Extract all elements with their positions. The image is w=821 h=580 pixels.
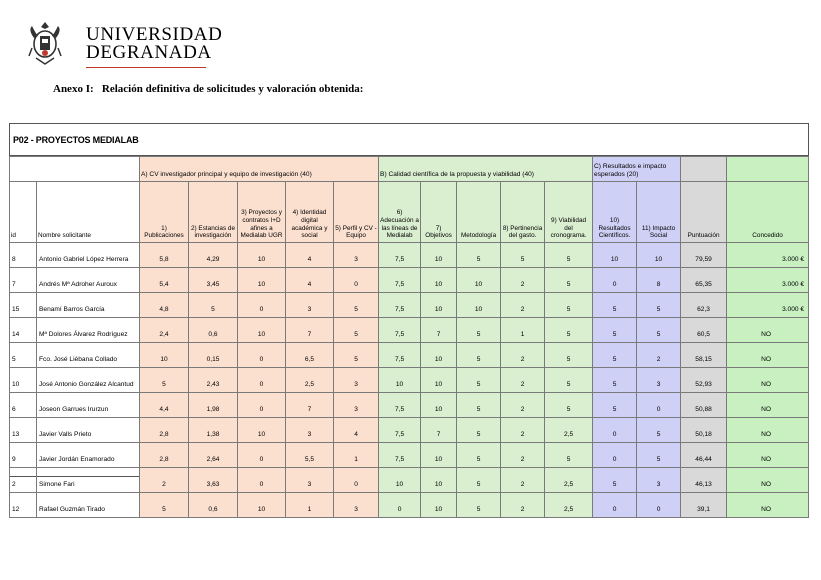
cell-digital-identity: 1 xyxy=(286,493,334,518)
cell-score: 62,3 xyxy=(681,293,727,318)
cell-publications: 5 xyxy=(140,493,189,518)
cell-social-impact: 10 xyxy=(637,243,681,268)
cell-adequacy: 7,5 xyxy=(379,343,421,368)
cell-methodology: 5 xyxy=(457,318,501,343)
cell-team-profile: 3 xyxy=(334,243,379,268)
cell-digital-identity: 3 xyxy=(286,418,334,443)
col-header-scientific-results: 10) Resultados Científicos. xyxy=(593,182,637,243)
cell-methodology: 10 xyxy=(457,268,501,293)
cell-objectives: 10 xyxy=(421,293,457,318)
col-header-publications: 1) Publicaciones xyxy=(140,182,189,243)
cell-digital-identity: 2,5 xyxy=(286,368,334,393)
cell-schedule: 2,5 xyxy=(545,493,593,518)
table-row xyxy=(10,268,809,293)
cell-publications: 2 xyxy=(140,468,189,493)
cell-methodology: 10 xyxy=(457,293,501,318)
cell-objectives: 10 xyxy=(421,468,457,493)
cell-granted: 3.000 € xyxy=(727,243,809,268)
cell-objectives: 7 xyxy=(421,318,457,343)
cell-expense: 2 xyxy=(501,443,545,468)
cell-schedule: 5 xyxy=(545,293,593,318)
cell-projects: 0 xyxy=(238,368,286,393)
cell-research-stays: 2,43 xyxy=(189,368,238,393)
cell-research-stays: 4,29 xyxy=(189,243,238,268)
table-row xyxy=(10,318,809,343)
cell-social-impact: 8 xyxy=(637,268,681,293)
cell-digital-identity: 6,5 xyxy=(286,343,334,368)
cell-projects: 10 xyxy=(238,318,286,343)
cell-applicant-name: Javier Jordán Enamorado xyxy=(37,443,140,468)
cell-schedule: 5 xyxy=(545,368,593,393)
cell-id: 2 xyxy=(10,468,37,493)
cell-research-stays: 1,38 xyxy=(189,418,238,443)
table-row xyxy=(10,343,809,368)
cell-team-profile: 3 xyxy=(334,393,379,418)
cell-team-profile: 4 xyxy=(334,418,379,443)
cell-adequacy: 7,5 xyxy=(379,393,421,418)
cell-publications: 5,8 xyxy=(140,243,189,268)
col-header-score: Puntuación xyxy=(681,182,727,243)
cell-publications: 4,8 xyxy=(140,293,189,318)
table-row xyxy=(10,443,809,468)
cell-granted: NO xyxy=(727,368,809,393)
cell-methodology: 5 xyxy=(457,468,501,493)
col-header-social-impact: 11) Impacto Social xyxy=(637,182,681,243)
cell-scientific-results: 0 xyxy=(593,418,637,443)
cell-publications: 10 xyxy=(140,343,189,368)
cell-methodology: 5 xyxy=(457,243,501,268)
cell-adequacy: 7,5 xyxy=(379,418,421,443)
table-row xyxy=(10,418,809,443)
cell-scientific-results: 5 xyxy=(593,343,637,368)
cell-projects: 0 xyxy=(238,343,286,368)
cell-team-profile: 3 xyxy=(334,368,379,393)
cell-team-profile: 5 xyxy=(334,293,379,318)
cell-objectives: 10 xyxy=(421,368,457,393)
cell-methodology: 5 xyxy=(457,343,501,368)
col-header-schedule: 9) Viabilidad del cronograma. xyxy=(545,182,593,243)
cell-score: 46,44 xyxy=(681,443,727,468)
cell-applicant-name: Mª Dolores Álvarez Rodríguez xyxy=(37,318,140,343)
cell-scientific-results: 0 xyxy=(593,443,637,468)
cell-applicant-name: Andrés Mª Adroher Auroux xyxy=(37,268,140,293)
cell-projects: 10 xyxy=(238,243,286,268)
cell-digital-identity: 3 xyxy=(286,293,334,318)
cell-social-impact: 3 xyxy=(637,368,681,393)
col-header-team-profile: 5) Perfil y CV - Equipo xyxy=(334,182,379,243)
col-header-objectives: 7) Objetivos xyxy=(421,182,457,243)
cell-score: 58,15 xyxy=(681,343,727,368)
cell-score: 50,88 xyxy=(681,393,727,418)
cell-schedule: 2,5 xyxy=(545,418,593,443)
cell-projects: 0 xyxy=(238,293,286,318)
cell-projects: 10 xyxy=(238,418,286,443)
cell-digital-identity: 7 xyxy=(286,318,334,343)
cell-scientific-results: 5 xyxy=(593,293,637,318)
cell-score: 65,35 xyxy=(681,268,727,293)
col-header-adequacy: 6) Adecuación a las líneas de Medialab xyxy=(379,182,421,243)
university-name-line2: DEGRANADA xyxy=(86,42,212,63)
cell-research-stays: 0,6 xyxy=(189,318,238,343)
cell-adequacy: 7,5 xyxy=(379,318,421,343)
cell-schedule: 2,5 xyxy=(545,468,593,493)
cell-projects: 0 xyxy=(238,443,286,468)
cell-granted: NO xyxy=(727,343,809,368)
cell-id: 15 xyxy=(10,293,37,318)
cell-publications: 4,4 xyxy=(140,393,189,418)
cell-social-impact: 0 xyxy=(637,493,681,518)
cell-score: 46,13 xyxy=(681,468,727,493)
group-granted-blank xyxy=(727,157,809,182)
cell-id: 10 xyxy=(10,368,37,393)
cell-projects: 0 xyxy=(238,393,286,418)
cell-scientific-results: 5 xyxy=(593,393,637,418)
cell-scientific-results: 0 xyxy=(593,268,637,293)
cell-score: 39,1 xyxy=(681,493,727,518)
cell-objectives: 7 xyxy=(421,418,457,443)
university-crest-logo xyxy=(26,20,64,66)
col-header-methodology: Metodología xyxy=(457,182,501,243)
cell-scientific-results: 5 xyxy=(593,468,637,493)
cell-schedule: 5 xyxy=(545,318,593,343)
cell-expense: 2 xyxy=(501,368,545,393)
cell-publications: 2,4 xyxy=(140,318,189,343)
cell-granted: NO xyxy=(727,318,809,343)
results-table xyxy=(9,156,809,518)
cell-publications: 2,8 xyxy=(140,443,189,468)
table-row xyxy=(10,293,809,318)
cell-schedule: 5 xyxy=(545,243,593,268)
cell-schedule: 5 xyxy=(545,393,593,418)
cell-adequacy: 7,5 xyxy=(379,268,421,293)
cell-objectives: 10 xyxy=(421,443,457,468)
col-header-granted: Concedido xyxy=(727,182,809,243)
cell-id: 9 xyxy=(10,443,37,468)
cell-score: 60,5 xyxy=(681,318,727,343)
cell-expense: 5 xyxy=(501,243,545,268)
cell-social-impact: 5 xyxy=(637,293,681,318)
table-row xyxy=(10,243,809,268)
cell-projects: 10 xyxy=(238,268,286,293)
cell-social-impact: 5 xyxy=(637,318,681,343)
cell-adequacy: 7,5 xyxy=(379,443,421,468)
cell-granted: NO xyxy=(727,468,809,493)
cell-schedule: 5 xyxy=(545,443,593,468)
cell-team-profile: 5 xyxy=(334,343,379,368)
cell-methodology: 5 xyxy=(457,368,501,393)
cell-digital-identity: 3 xyxy=(286,468,334,493)
col-header-projects: 3) Proyectos y contratos I+D afines a Medialab UGR xyxy=(238,182,286,243)
cell-score: 50,18 xyxy=(681,418,727,443)
cell-score: 79,59 xyxy=(681,243,727,268)
cell-research-stays: 3,45 xyxy=(189,268,238,293)
cell-expense: 2 xyxy=(501,468,545,493)
cell-objectives: 10 xyxy=(421,493,457,518)
cell-social-impact: 2 xyxy=(637,343,681,368)
cell-id: 8 xyxy=(10,243,37,268)
cell-research-stays: 0,6 xyxy=(189,493,238,518)
university-name-line1: UNIVERSIDAD xyxy=(86,24,223,45)
cell-scientific-results: 10 xyxy=(593,243,637,268)
cell-social-impact: 0 xyxy=(637,393,681,418)
cell-digital-identity: 4 xyxy=(286,268,334,293)
cell-granted: NO xyxy=(727,418,809,443)
cell-score: 52,93 xyxy=(681,368,727,393)
cell-id: 14 xyxy=(10,318,37,343)
group-c-header: C) Resultados e impacto esperados (20) xyxy=(593,157,681,182)
col-header-digital-identity: 4) Identidad digital académica y social xyxy=(286,182,334,243)
cell-scientific-results: 5 xyxy=(593,318,637,343)
cell-granted: NO xyxy=(727,493,809,518)
cell-applicant-name: Javier Valls Prieto xyxy=(37,418,140,443)
col-header-id: id xyxy=(10,182,37,243)
cell-expense: 2 xyxy=(501,418,545,443)
cell-objectives: 10 xyxy=(421,393,457,418)
cell-applicant-name: Fco. José Liébana Collado xyxy=(37,343,140,368)
cell-schedule: 5 xyxy=(545,268,593,293)
cell-social-impact: 5 xyxy=(637,418,681,443)
table-row xyxy=(10,368,809,393)
logo-underline xyxy=(86,67,206,68)
cell-id: 12 xyxy=(10,493,37,518)
cell-granted: 3.000 € xyxy=(727,293,809,318)
cell-adequacy: 10 xyxy=(379,468,421,493)
col-header-expense: 8) Pertinencia del gasto. xyxy=(501,182,545,243)
annex-title: Anexo I: Relación definitiva de solicitudes y valoración obtenida: xyxy=(53,83,364,95)
cell-id: 6 xyxy=(10,393,37,418)
group-blank xyxy=(10,157,140,182)
cell-projects: 10 xyxy=(238,493,286,518)
cell-applicant-name: Benamí Barros García xyxy=(37,293,140,318)
cell-expense: 2 xyxy=(501,293,545,318)
program-title: P02 - PROYECTOS MEDIALAB xyxy=(13,135,139,145)
cell-scientific-results: 0 xyxy=(593,493,637,518)
cell-adequacy: 10 xyxy=(379,368,421,393)
cell-methodology: 5 xyxy=(457,393,501,418)
col-header-research-stays: 2) Estancias de investigación xyxy=(189,182,238,243)
column-header-row xyxy=(10,182,809,243)
cell-id: 7 xyxy=(10,268,37,293)
cell-projects: 0 xyxy=(238,468,286,493)
cell-adequacy: 7,5 xyxy=(379,293,421,318)
cell-digital-identity: 5,5 xyxy=(286,443,334,468)
results-rows xyxy=(10,243,809,518)
cell-social-impact: 3 xyxy=(637,468,681,493)
cell-research-stays: 1,98 xyxy=(189,393,238,418)
cell-applicant-name: José Antonio González Alcantud xyxy=(37,368,140,393)
cell-team-profile: 5 xyxy=(334,318,379,343)
cell-applicant-name: Simone Fari xyxy=(37,468,140,493)
cell-id: 5 xyxy=(10,343,37,368)
cell-publications: 5,4 xyxy=(140,268,189,293)
cell-objectives: 10 xyxy=(421,343,457,368)
cell-expense: 2 xyxy=(501,493,545,518)
cell-objectives: 10 xyxy=(421,268,457,293)
cell-granted: NO xyxy=(727,393,809,418)
cell-publications: 5 xyxy=(140,368,189,393)
cell-adequacy: 7,5 xyxy=(379,243,421,268)
cell-adequacy: 0 xyxy=(379,493,421,518)
col-header-name: Nombre solicitante xyxy=(37,182,140,243)
cell-applicant-name: Antonio Gabriel López Herrera xyxy=(37,243,140,268)
table-row xyxy=(10,493,809,518)
cell-team-profile: 1 xyxy=(334,443,379,468)
cell-applicant-name: Rafael Guzmán Tirado xyxy=(37,493,140,518)
cell-expense: 2 xyxy=(501,268,545,293)
cell-research-stays: 0,15 xyxy=(189,343,238,368)
cell-expense: 2 xyxy=(501,343,545,368)
cell-granted: 3.000 € xyxy=(727,268,809,293)
cell-expense: 1 xyxy=(501,318,545,343)
cell-social-impact: 5 xyxy=(637,443,681,468)
table-row xyxy=(10,468,809,493)
cell-digital-identity: 7 xyxy=(286,393,334,418)
cell-applicant-name: Joseon Garrues Irurzun xyxy=(37,393,140,418)
table-row xyxy=(10,393,809,418)
group-b-header: B) Calidad científica de la propuesta y viabilidad (40) xyxy=(379,157,593,182)
group-a-header: A) CV investigador principal y equipo de investigación (40) xyxy=(140,157,379,182)
cell-methodology: 5 xyxy=(457,443,501,468)
cell-id: 13 xyxy=(10,418,37,443)
cell-methodology: 5 xyxy=(457,418,501,443)
cell-publications: 2,8 xyxy=(140,418,189,443)
cell-granted: NO xyxy=(727,443,809,468)
cell-scientific-results: 5 xyxy=(593,368,637,393)
cell-research-stays: 2,64 xyxy=(189,443,238,468)
cell-objectives: 10 xyxy=(421,243,457,268)
cell-team-profile: 3 xyxy=(334,493,379,518)
cell-research-stays: 5 xyxy=(189,293,238,318)
cell-expense: 2 xyxy=(501,393,545,418)
cell-schedule: 5 xyxy=(545,343,593,368)
group-header-row xyxy=(10,157,809,182)
cell-methodology: 5 xyxy=(457,493,501,518)
cell-team-profile: 0 xyxy=(334,268,379,293)
cell-team-profile: 0 xyxy=(334,468,379,493)
group-score-blank xyxy=(681,157,727,182)
cell-research-stays: 3,63 xyxy=(189,468,238,493)
cell-digital-identity: 4 xyxy=(286,243,334,268)
